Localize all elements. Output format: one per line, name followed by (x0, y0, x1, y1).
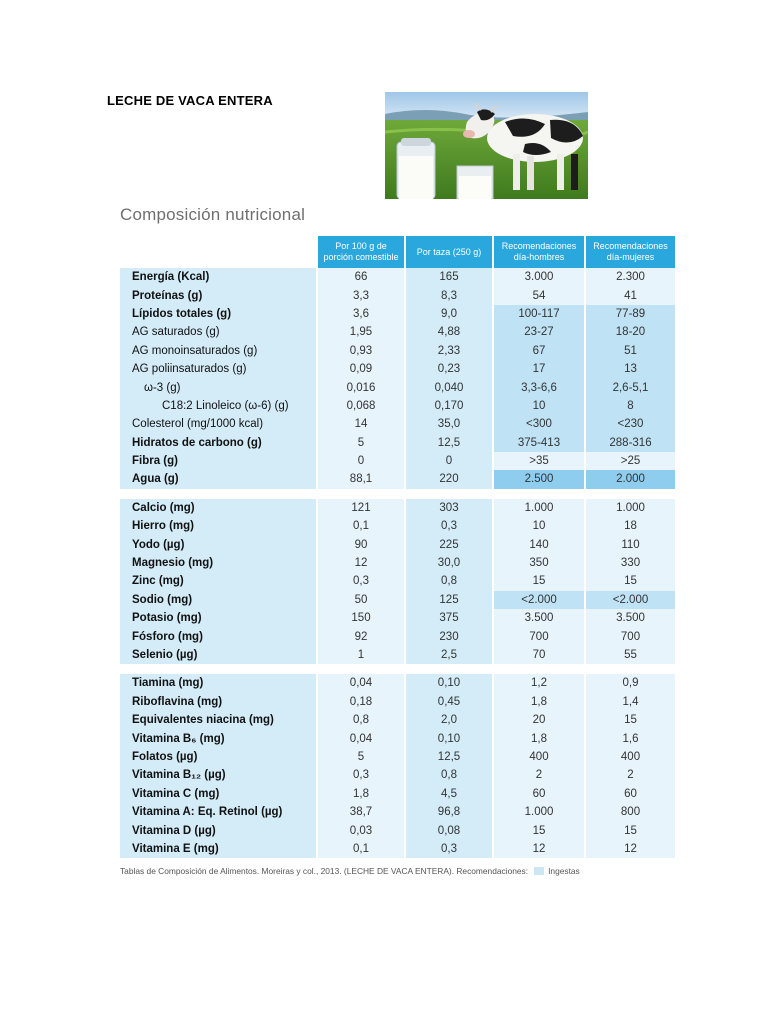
value-per-cup: 4,88 (404, 323, 492, 341)
value-per-cup: 2,0 (404, 711, 492, 729)
rec-women: <230 (584, 415, 675, 433)
value-per-cup: 0,3 (404, 840, 492, 858)
value-per-cup: 220 (404, 470, 492, 488)
rec-men: 1.000 (492, 499, 584, 517)
nutrient-name: Folatos (µg) (120, 748, 316, 766)
rec-men: <2.000 (492, 591, 584, 609)
value-per-100g: 1,95 (316, 323, 404, 341)
value-per-100g: 88,1 (316, 470, 404, 488)
rec-women: 288-316 (584, 434, 675, 452)
rec-men: 23-27 (492, 323, 584, 341)
rec-men: 70 (492, 646, 584, 664)
value-per-100g: 3,3 (316, 286, 404, 304)
value-per-100g: 3,6 (316, 305, 404, 323)
nutrient-name: Potasio (mg) (120, 609, 316, 627)
rec-women: >25 (584, 452, 675, 470)
rec-men: 3.000 (492, 268, 584, 286)
table-row (120, 415, 675, 433)
rec-women: 15 (584, 572, 675, 590)
value-per-cup: 96,8 (404, 803, 492, 821)
value-per-cup: 225 (404, 535, 492, 553)
value-per-cup: 125 (404, 591, 492, 609)
nutrient-name: Vitamina E (mg) (120, 840, 316, 858)
value-per-100g: 0,93 (316, 342, 404, 360)
rec-women: 1,4 (584, 693, 675, 711)
rec-women: 700 (584, 627, 675, 645)
header-per-100g: Por 100 g de porción comestible (316, 236, 404, 268)
table-row (120, 803, 675, 821)
rec-men: 12 (492, 840, 584, 858)
nutrient-name: Vitamina A: Eq. Retinol (µg) (120, 803, 316, 821)
value-per-100g: 0,03 (316, 821, 404, 839)
group-spacer (120, 664, 675, 674)
value-per-cup: 0,8 (404, 766, 492, 784)
table-row (120, 766, 675, 784)
value-per-cup: 8,3 (404, 286, 492, 304)
nutrient-name: Fósforo (mg) (120, 627, 316, 645)
value-per-cup: 35,0 (404, 415, 492, 433)
value-per-100g: 121 (316, 499, 404, 517)
table-row (120, 499, 675, 517)
section-title: Composición nutricional (120, 205, 306, 224)
rec-men: 17 (492, 360, 584, 378)
caption-legend-label: Ingestas (548, 866, 580, 876)
nutrient-name: Vitamina B₆ (mg) (120, 729, 316, 747)
table-row (120, 305, 675, 323)
value-per-cup: 12,5 (404, 434, 492, 452)
rec-men: 2 (492, 766, 584, 784)
table-row (120, 397, 675, 415)
value-per-cup: 0,08 (404, 821, 492, 839)
rec-women: 2 (584, 766, 675, 784)
rec-men: 1,8 (492, 693, 584, 711)
rec-women: 15 (584, 821, 675, 839)
group-spacer (120, 489, 675, 499)
nutrient-name: Magnesio (mg) (120, 554, 316, 572)
value-per-cup: 0,3 (404, 517, 492, 535)
value-per-cup: 30,0 (404, 554, 492, 572)
table-row (120, 591, 675, 609)
nutrient-name: C18:2 Linoleico (ω-6) (g) (120, 397, 316, 415)
value-per-cup: 0,170 (404, 397, 492, 415)
nutrient-name: Hierro (mg) (120, 517, 316, 535)
nutrient-name: ω-3 (g) (120, 378, 316, 396)
nutrient-name: AG saturados (g) (120, 323, 316, 341)
rec-women: <2.000 (584, 591, 675, 609)
nutrient-name: Sodio (mg) (120, 591, 316, 609)
value-per-cup: 0,8 (404, 572, 492, 590)
nutrient-name: Riboflavina (mg) (120, 693, 316, 711)
rec-men: 3.500 (492, 609, 584, 627)
rec-men: 375-413 (492, 434, 584, 452)
nutrient-name: Colesterol (mg/1000 kcal) (120, 415, 316, 433)
rec-women: 330 (584, 554, 675, 572)
value-per-100g: 0,04 (316, 729, 404, 747)
value-per-cup: 303 (404, 499, 492, 517)
value-per-100g: 0,1 (316, 840, 404, 858)
value-per-100g: 38,7 (316, 803, 404, 821)
nutrient-name: Vitamina D (µg) (120, 821, 316, 839)
rec-women: 2.000 (584, 470, 675, 488)
value-per-cup: 0,040 (404, 378, 492, 396)
rec-women: 18 (584, 517, 675, 535)
rec-men: 350 (492, 554, 584, 572)
rec-women: 13 (584, 360, 675, 378)
rec-men: 1,2 (492, 674, 584, 692)
rec-women: 18-20 (584, 323, 675, 341)
rec-men: 60 (492, 785, 584, 803)
rec-women: 77-89 (584, 305, 675, 323)
table-row (120, 554, 675, 572)
rec-women: 110 (584, 535, 675, 553)
table-row (120, 693, 675, 711)
nutrition-table-header (120, 236, 675, 268)
rec-women: 51 (584, 342, 675, 360)
value-per-100g: 12 (316, 554, 404, 572)
rec-men: 15 (492, 572, 584, 590)
rec-men: 15 (492, 821, 584, 839)
table-row (120, 360, 675, 378)
table-row (120, 674, 675, 692)
nutrient-name: Fibra (g) (120, 452, 316, 470)
nutrient-name: Calcio (mg) (120, 499, 316, 517)
rec-women: 55 (584, 646, 675, 664)
nutrient-name: Hidratos de carbono (g) (120, 434, 316, 452)
rec-men: 20 (492, 711, 584, 729)
table-row (120, 268, 675, 286)
table-row (120, 627, 675, 645)
table-caption (120, 866, 680, 876)
legend-swatch (534, 867, 544, 875)
value-per-100g: 0,09 (316, 360, 404, 378)
value-per-100g: 1 (316, 646, 404, 664)
value-per-cup: 165 (404, 268, 492, 286)
rec-men: 2.500 (492, 470, 584, 488)
table-row (120, 840, 675, 858)
nutrient-name: Yodo (µg) (120, 535, 316, 553)
rec-men: <300 (492, 415, 584, 433)
value-per-cup: 0,10 (404, 729, 492, 747)
rec-women: 1,6 (584, 729, 675, 747)
nutrient-name: Tiamina (mg) (120, 674, 316, 692)
nutrient-name: Lípidos totales (g) (120, 305, 316, 323)
header-rec-men: Recomendaciones día-hombres (492, 236, 584, 268)
value-per-cup: 0 (404, 452, 492, 470)
table-row (120, 572, 675, 590)
table-row (120, 609, 675, 627)
rec-women: 15 (584, 711, 675, 729)
value-per-100g: 0,1 (316, 517, 404, 535)
table-row (120, 342, 675, 360)
nutrition-table (120, 236, 675, 858)
value-per-100g: 0,18 (316, 693, 404, 711)
value-per-100g: 90 (316, 535, 404, 553)
table-row (120, 517, 675, 535)
table-row (120, 286, 675, 304)
value-per-cup: 4,5 (404, 785, 492, 803)
value-per-100g: 150 (316, 609, 404, 627)
table-row (120, 711, 675, 729)
nutrient-name: Equivalentes niacina (mg) (120, 711, 316, 729)
rec-women: 12 (584, 840, 675, 858)
header-per-cup: Por taza (250 g) (404, 236, 492, 268)
rec-women: 400 (584, 748, 675, 766)
nutrient-name: AG poliinsaturados (g) (120, 360, 316, 378)
value-per-100g: 0 (316, 452, 404, 470)
value-per-cup: 2,5 (404, 646, 492, 664)
nutrient-name: Vitamina B₁₂ (µg) (120, 766, 316, 784)
table-row (120, 646, 675, 664)
value-per-100g: 0,3 (316, 766, 404, 784)
rec-men: 67 (492, 342, 584, 360)
rec-men: 1.000 (492, 803, 584, 821)
rec-men: 10 (492, 397, 584, 415)
value-per-100g: 0,04 (316, 674, 404, 692)
value-per-100g: 0,068 (316, 397, 404, 415)
rec-women: 60 (584, 785, 675, 803)
document-title: LECHE DE VACA ENTERA (107, 93, 273, 108)
value-per-100g: 92 (316, 627, 404, 645)
value-per-100g: 0,016 (316, 378, 404, 396)
header-rec-women: Recomendaciones día-mujeres (584, 236, 675, 268)
value-per-100g: 1,8 (316, 785, 404, 803)
value-per-100g: 0,3 (316, 572, 404, 590)
table-row (120, 470, 675, 488)
header-blank (120, 236, 316, 268)
value-per-cup: 2,33 (404, 342, 492, 360)
rec-men: 3,3-6,6 (492, 378, 584, 396)
table-row (120, 452, 675, 470)
rec-men: 700 (492, 627, 584, 645)
cow-milk-photo (385, 92, 588, 199)
rec-men: >35 (492, 452, 584, 470)
nutrient-name: AG monoinsaturados (g) (120, 342, 316, 360)
table-row (120, 748, 675, 766)
rec-women: 8 (584, 397, 675, 415)
nutrient-name: Vitamina C (mg) (120, 785, 316, 803)
rec-women: 800 (584, 803, 675, 821)
value-per-100g: 14 (316, 415, 404, 433)
nutrient-name: Proteínas (g) (120, 286, 316, 304)
nutrient-name: Energía (Kcal) (120, 268, 316, 286)
group-spacer-cell (120, 664, 675, 674)
rec-women: 0,9 (584, 674, 675, 692)
value-per-100g: 5 (316, 434, 404, 452)
nutrient-name: Selenio (µg) (120, 646, 316, 664)
table-row (120, 378, 675, 396)
rec-men: 54 (492, 286, 584, 304)
table-row (120, 729, 675, 747)
value-per-100g: 0,8 (316, 711, 404, 729)
rec-women: 1.000 (584, 499, 675, 517)
rec-men: 1,8 (492, 729, 584, 747)
table-row (120, 323, 675, 341)
rec-women: 2.300 (584, 268, 675, 286)
table-row (120, 434, 675, 452)
rec-men: 400 (492, 748, 584, 766)
rec-women: 3.500 (584, 609, 675, 627)
value-per-cup: 230 (404, 627, 492, 645)
value-per-cup: 0,10 (404, 674, 492, 692)
value-per-cup: 12,5 (404, 748, 492, 766)
nutrient-name: Agua (g) (120, 470, 316, 488)
nutrition-table-body (120, 268, 675, 858)
value-per-cup: 9,0 (404, 305, 492, 323)
value-per-cup: 0,45 (404, 693, 492, 711)
rec-men: 10 (492, 517, 584, 535)
table-row (120, 785, 675, 803)
value-per-cup: 0,23 (404, 360, 492, 378)
value-per-cup: 375 (404, 609, 492, 627)
table-row (120, 821, 675, 839)
nutrient-name: Zinc (mg) (120, 572, 316, 590)
rec-women: 2,6-5,1 (584, 378, 675, 396)
value-per-100g: 66 (316, 268, 404, 286)
caption-text: Tablas de Composición de Alimentos. Moreiras y col., 2013. (LECHE DE VACA ENTERA). Recomendaciones: (120, 866, 529, 876)
group-spacer-cell (120, 489, 675, 499)
value-per-100g: 50 (316, 591, 404, 609)
rec-women: 41 (584, 286, 675, 304)
rec-men: 100-117 (492, 305, 584, 323)
rec-men: 140 (492, 535, 584, 553)
table-row (120, 535, 675, 553)
value-per-100g: 5 (316, 748, 404, 766)
